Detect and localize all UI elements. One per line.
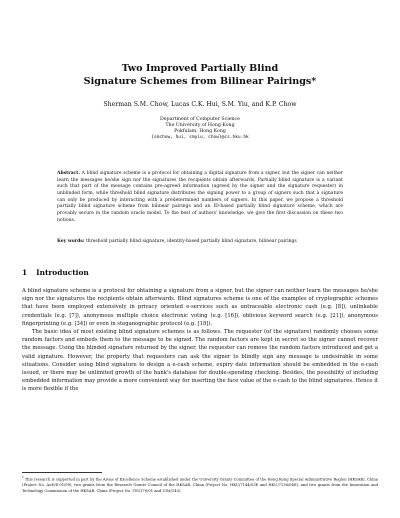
keywords-label: Key words:: [57, 239, 85, 244]
body-paragraph-1: A blind signature scheme is a protocol for obtaining a signature from a signer, but the signer can neither learn the messages he/she sign nor the signatures the recipients obtain afterwards. Blind signatures scheme is one of the examples of cryptographic schemes that have been employed extensively in privacy oriented e-services such as untraceable electronic cash (e.g. [8]), unlinkable credentials (e.g. [7]), anonymous multiple choice electronic voting (e.g. [16]), oblivious keyword search (e.g. [21]), anonymous fingerprinting (e.g. [34]) or even in steganographic protocol (e.g. [18]).: [22, 288, 378, 327]
section-number: 1: [22, 268, 28, 277]
affiliation-city: Pokfulam, Hong Kong: [174, 129, 226, 135]
keywords-text: threshold partially blind signature, identity-based partially blind signature, bilinear pairings: [85, 239, 297, 244]
footnote: [22, 476, 378, 494]
affiliation-university: The University of Hong Kong: [165, 123, 235, 129]
abstract-label: Abstract.: [57, 171, 80, 176]
abstract-text: A blind signature scheme is a protocol for obtaining a digital signature from a signer, but the signer can neither learn the messages he/she sign nor the signatures the recipients obtain afterwards. Partially blind signature is a variant such that part of the message contains pre-agreed information (agreed by the signer and the signature requester) in unblinded form, while threshold blind signature distributes the signing power to a group of signers such that a signature can only be produced by interacting with a predetermined numbers of signers. In this paper, we propose a threshold partially blind signature scheme from bilinear pairings and an ID-based partially blind signature scheme, which are provably secure in the random oracle model. To the best of authors' knowledge, we give the first discussion on these two notions.: [57, 171, 343, 223]
footnote-mark: *: [22, 476, 24, 480]
abstract: [57, 171, 343, 224]
footnote-rule: [22, 472, 102, 473]
paper-title-line-2: Signature Schemes from Bilinear Pairings*: [83, 76, 317, 87]
affiliation-block: [0, 117, 400, 141]
affiliation-department: Department of Computer Science: [160, 117, 240, 122]
body-text: [22, 287, 378, 394]
author-emails: {smchow, hui, smyiu, chow}@cs.hku.hk: [151, 135, 249, 141]
footnote-text: This research is supported in part by the Areas of Excellence Scheme established under the University Grants Committee of the Hong Kong Special Administrative Region (HKSAR), China (Project No. AoE/E-01/99), two grants from the Research Grants Council of the HKSAR, China (Project No. HKU/7144/03E and HKU/7136/04E), and two grants from the Innovation and Technology Commission of the HKSAR, China (Project No. ITS/170/01 and UIM/145).: [22, 477, 378, 493]
section-title: Introduction: [36, 268, 89, 277]
author-list: Sherman S.M. Chow, Lucas C.K. Hui, S.M. Yiu, and K.P. Chow: [103, 101, 297, 108]
keywords: [57, 239, 343, 246]
body-paragraph-2: The basic idea of most existing blind signature schemes is as follows. The requester (of the signature) randomly chooses some random factors and embeds them to the message to be signed. The random factors are kept in secret so the signer cannot recover the message. Using the blinded signature returned by the signer, the requester can remove the random factors introduced and get a valid signature. However, the property that requesters can ask the signer to blindly sign any message is undesirable in some situations. Consider using blind signature to design a e-cash scheme, expiry date information should be embedded in the e-cash issued, or there may be unlimited growth of the bank's database for double-spending checking. Besides, the possibility of including embedded information may provide a more convenient way for inserting the face value of the e-cash to the blind signatures. Hence it is more flexible if the: [22, 329, 378, 393]
section-heading: [22, 268, 89, 277]
paper-title-line-1: Two Improved Partially Blind: [121, 63, 279, 74]
